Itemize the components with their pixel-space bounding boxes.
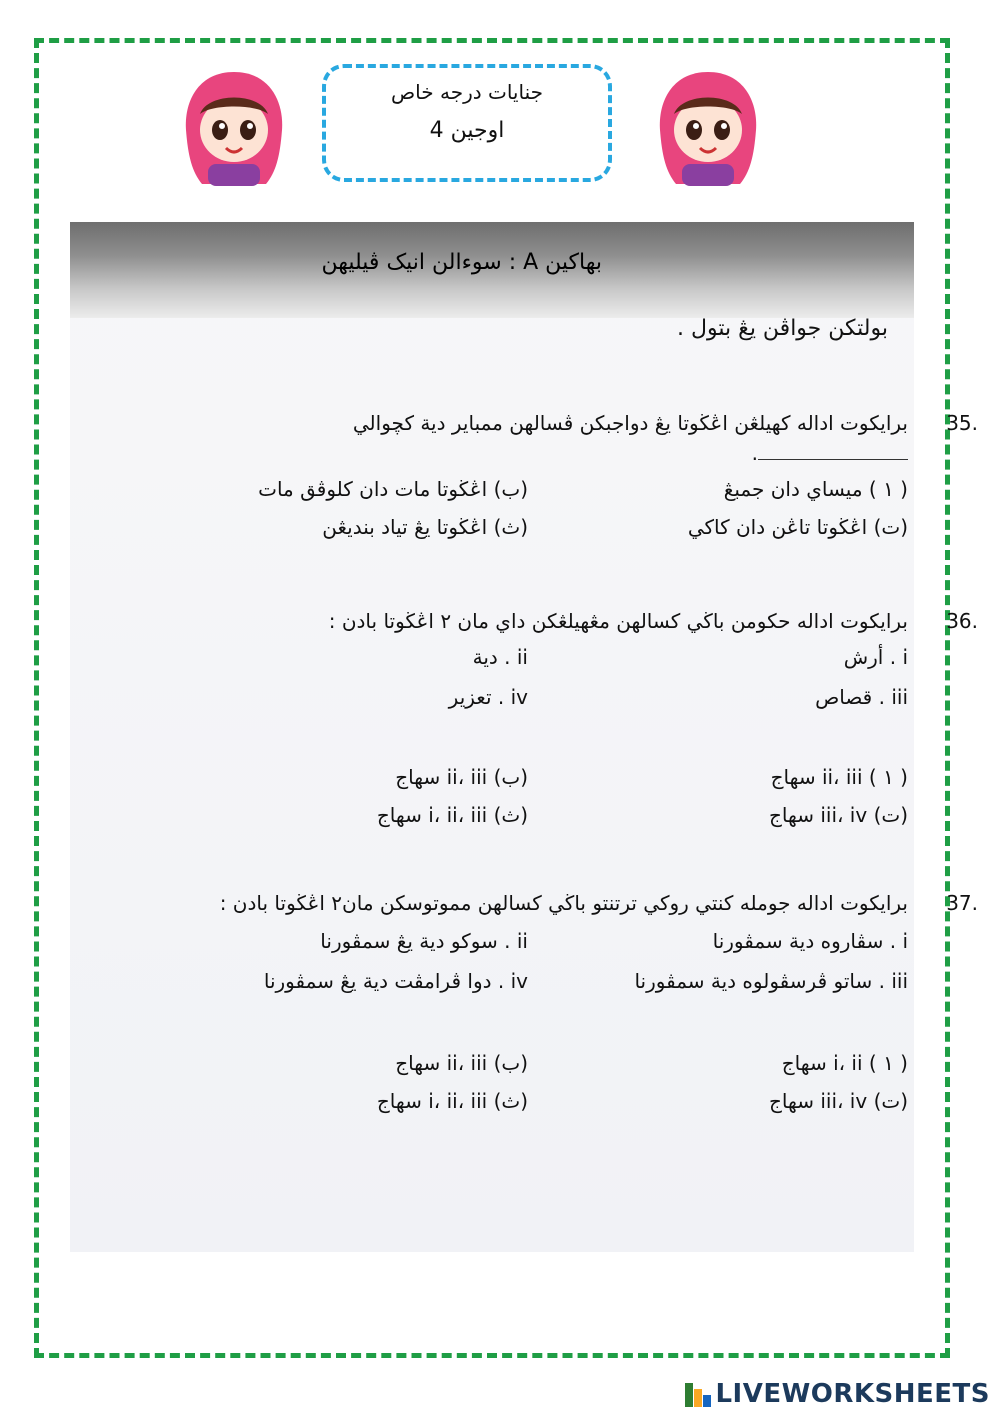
question-36 (148, 606, 978, 830)
option-a[interactable] (528, 1048, 908, 1078)
options (148, 1048, 908, 1116)
option-label: ( ١ ) (868, 765, 908, 789)
option-label: ( ١ ) (868, 477, 908, 501)
option-label: (ث) (493, 803, 528, 827)
question-number: 37. (946, 891, 978, 915)
statement-label: ii . (504, 645, 528, 669)
statement-item (148, 642, 528, 672)
option-label: (ب) (493, 1051, 528, 1075)
statement-item (148, 926, 528, 956)
statement-text: أرش (843, 645, 884, 669)
statement-label: iv . (497, 969, 528, 993)
option-label: (ت) (873, 1089, 908, 1113)
option-label: (ت) (873, 515, 908, 539)
statement-text: دية (472, 645, 498, 669)
statement-label: iii . (878, 685, 908, 709)
worksheet-title: جنايات درجه خاص (391, 80, 543, 104)
option-d[interactable] (148, 512, 528, 542)
options (148, 474, 908, 542)
option-text: ميساي دان جمبڠ (723, 477, 863, 501)
option-c[interactable] (528, 512, 908, 542)
option-b[interactable] (148, 762, 528, 792)
option-text: ii، iii سهاج (770, 765, 863, 789)
option-text: اڠڬوتا يڠ تياد بنديڠن (322, 515, 488, 539)
statement-list (148, 642, 908, 712)
title-box (322, 64, 612, 182)
section-banner (70, 222, 914, 318)
option-text: i، ii، iii سهاج (376, 803, 488, 827)
statement-item (528, 642, 908, 672)
statement-text: قصاص (815, 685, 873, 709)
option-label: (ت) (873, 803, 908, 827)
statement-text: تعزير (448, 685, 492, 709)
option-label: (ب) (493, 477, 528, 501)
question-stem-text: برايكوت اداله كهيلڠن اڠڬوتا يڠ دواجبكن ڤسالهن ممباير دية كچوالي (352, 411, 908, 435)
worksheet-subtitle: اوجين 4 (429, 118, 505, 143)
statement-text: سوكو دية يڠ سمڤورنا (320, 929, 498, 953)
answer-blank (758, 459, 908, 460)
option-label: (ث) (493, 1089, 528, 1113)
option-text: ii، iii سهاج (395, 1051, 488, 1075)
option-text: iii، iv سهاج (768, 1089, 868, 1113)
option-c[interactable] (528, 800, 908, 830)
option-d[interactable] (148, 800, 528, 830)
statement-text: ساتو ڤرسڤولوه دية سمڤورنا (634, 969, 873, 993)
question-number: 36. (946, 609, 978, 633)
statement-item (528, 682, 908, 712)
statement-label: i . (889, 645, 908, 669)
statement-label: ii . (504, 929, 528, 953)
liveworksheets-icon (685, 1383, 711, 1407)
option-b[interactable] (148, 1048, 528, 1078)
option-label: (ب) (493, 765, 528, 789)
question-37 (148, 888, 978, 1116)
instruction-text: بولتكن جواڤن يڠ بتول . (677, 316, 888, 341)
brand-text: LIVEWORKSHEETS (715, 1379, 990, 1409)
option-text: i، ii سهاج (781, 1051, 863, 1075)
question-stem (148, 408, 908, 468)
statement-label: iii . (878, 969, 908, 993)
question-number: 35. (946, 411, 978, 435)
girl-cartoon-icon (652, 68, 764, 188)
option-text: ii، iii سهاج (395, 765, 488, 789)
statement-text: دوا ڤرامڤت دية يڠ سمڤورنا (263, 969, 492, 993)
option-text: iii، iv سهاج (768, 803, 868, 827)
option-label: (ث) (493, 515, 528, 539)
statement-item (148, 682, 528, 712)
option-b[interactable] (148, 474, 528, 504)
question-stem: برايكوت اداله جومله كنتي روكي ترتنتو باڬي كسالهن مموتوسكن مان٢ اڠڬوتا بادن : (219, 891, 908, 915)
statement-text: سڤاروه دية سمڤورنا (712, 929, 884, 953)
options (148, 762, 908, 830)
option-a[interactable] (528, 762, 908, 792)
girl-cartoon-icon (178, 68, 290, 188)
statement-item (528, 966, 908, 996)
option-label: ( ١ ) (868, 1051, 908, 1075)
section-title: بهاكين A : سوءالن انيک ڤيليهن (321, 250, 602, 275)
option-d[interactable] (148, 1086, 528, 1116)
stem-end: . (751, 441, 758, 465)
question-stem: برايكوت اداله حكومن باڬي كسالهن مڠهيلڠكن داي مان ٢ اڠڬوتا بادن : (328, 609, 908, 633)
statement-list (148, 926, 908, 996)
statement-label: i . (889, 929, 908, 953)
liveworksheets-logo[interactable] (685, 1379, 990, 1409)
statement-item (148, 966, 528, 996)
statement-item (528, 926, 908, 956)
statement-label: iv . (497, 685, 528, 709)
option-text: i، ii، iii سهاج (376, 1089, 488, 1113)
question-35 (148, 408, 978, 542)
option-c[interactable] (528, 1086, 908, 1116)
option-text: اڠڬوتا تاڠن دان كاكي (687, 515, 868, 539)
option-a[interactable] (528, 474, 908, 504)
option-text: اڠڬوتا مات دان كلوڤق مات (258, 477, 488, 501)
